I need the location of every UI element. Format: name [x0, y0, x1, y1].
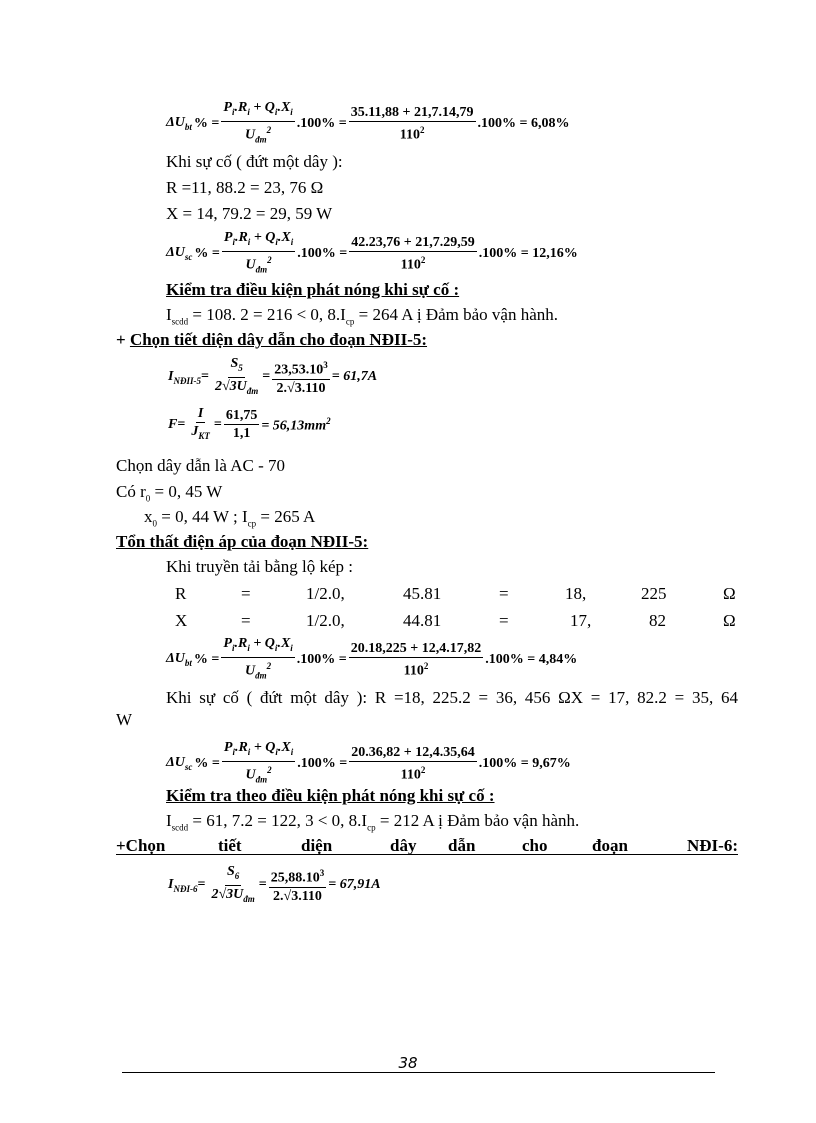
page-number: 38 — [398, 1054, 418, 1072]
footer-divider — [122, 1072, 715, 1073]
formula-cross-section: F = $\frac{I}{J_{KT}}$ = $\frac{61,75}{1,1}$ = $56,13mm^2$ — [168, 406, 331, 442]
heading-heating-check-2: Kiểm tra theo điều kiện phát nóng khi sự cố : — [166, 786, 495, 805]
formula-current-ndi-6: $I_{NĐI-6}$ = $\frac{S_6}{2√3U_{đm}}$ = $\frac{25,88.10^3}{2.√3.110}$ = 67,91A — [168, 864, 381, 905]
heading-heating-check-1: Kiểm tra điều kiện phát nóng khi sự cố : — [166, 280, 460, 299]
text-fault-case: Khi sự cố ( đứt một dây ): — [166, 152, 343, 171]
heading-choose-section-5: + Chọn tiết diện dây dẫn cho đoạn NĐII-5: — [116, 330, 428, 349]
text-choose-conductor: Chọn dây dẫn là AC - 70 — [116, 456, 286, 475]
text-double-line: Khi truyền tải bằng lộ kép : — [166, 557, 353, 576]
text-x-fault: X = 14, 79.2 = 29, 59 W — [166, 204, 333, 223]
formula-voltage-loss-ndii-5-fault: $\Delta U_{sc}$ % = $\frac{P_i.R_i + Q_i.X_i}{U_{đm}^2}$ .100% = $\frac{20.36,82 + 12,4.35,64}{110^2}$ .100% = 9,67% — [166, 740, 571, 785]
text-fault-case-2-unit: W — [116, 710, 133, 729]
heading-choose-section-6: +Chọn tiết diện dây dẫn cho đoạn NĐI-6: — [116, 836, 738, 855]
text-fault-case-2: Khi sự cố ( đứt một dây ): R =18, 225.2 = 36, 456 ΩX = 17, 82.2 = 35, 64 — [166, 688, 738, 707]
formula-voltage-loss-normal: $\Delta U_{bt}$ % = $\frac{P_i.R_i + Q_i.X_i}{U_{đm}^2}$ .100% = $\frac{35.11,88 + 21,7.14,79}{110^2}$ .100% = 6,08% — [166, 100, 570, 145]
heading-voltage-loss-ndii-5: Tổn thất điện áp của đoạn NĐII-5: — [116, 532, 369, 551]
text-x0: $x_0 = 0$, 44 W ; $I_{cp} = 265$ A — [144, 507, 316, 529]
text-r-fault: R =11, 88.2 = 23, 76 Ω — [166, 178, 324, 197]
text-fault-current-1: $I_{scdd} = 108$. 2 = 216 < 0, $8.I_{cp} = 264$ A ị Đảm bảo vận hành. — [166, 305, 559, 327]
formula-voltage-loss-ndii-5-normal: $\Delta U_{bt}$ % = $\frac{P_i.R_i + Q_i.X_i}{U_{đm}^2}$ .100% = $\frac{20.18,225 + 12,4.17,82}{110^2}$ .100% = 4,84% — [166, 636, 578, 681]
text-r0: Có $r_0 = 0$, 45 W — [116, 482, 223, 504]
formula-current-ndii-5: $I_{NĐII-5}$ = $\frac{S_5}{2√3U_{đm}}$ = $\frac{23,53.10^3}{2.√3.110}$ = 61,7A — [168, 356, 378, 397]
formula-voltage-loss-fault: $\Delta U_{sc}$ % = $\frac{P_i.R_i + Q_i.X_i}{U_{đm}^2}$ .100% = $\frac{42.23,76 + 21,7.29,59}{110^2}$ .100% = 12,16% — [166, 230, 578, 275]
text-fault-current-2: $I_{scdd} = 61$, 7.2 = 122, 3 < 0, $8.I_{cp} = 212$ A ị Đảm bảo vận hành. — [166, 811, 580, 833]
